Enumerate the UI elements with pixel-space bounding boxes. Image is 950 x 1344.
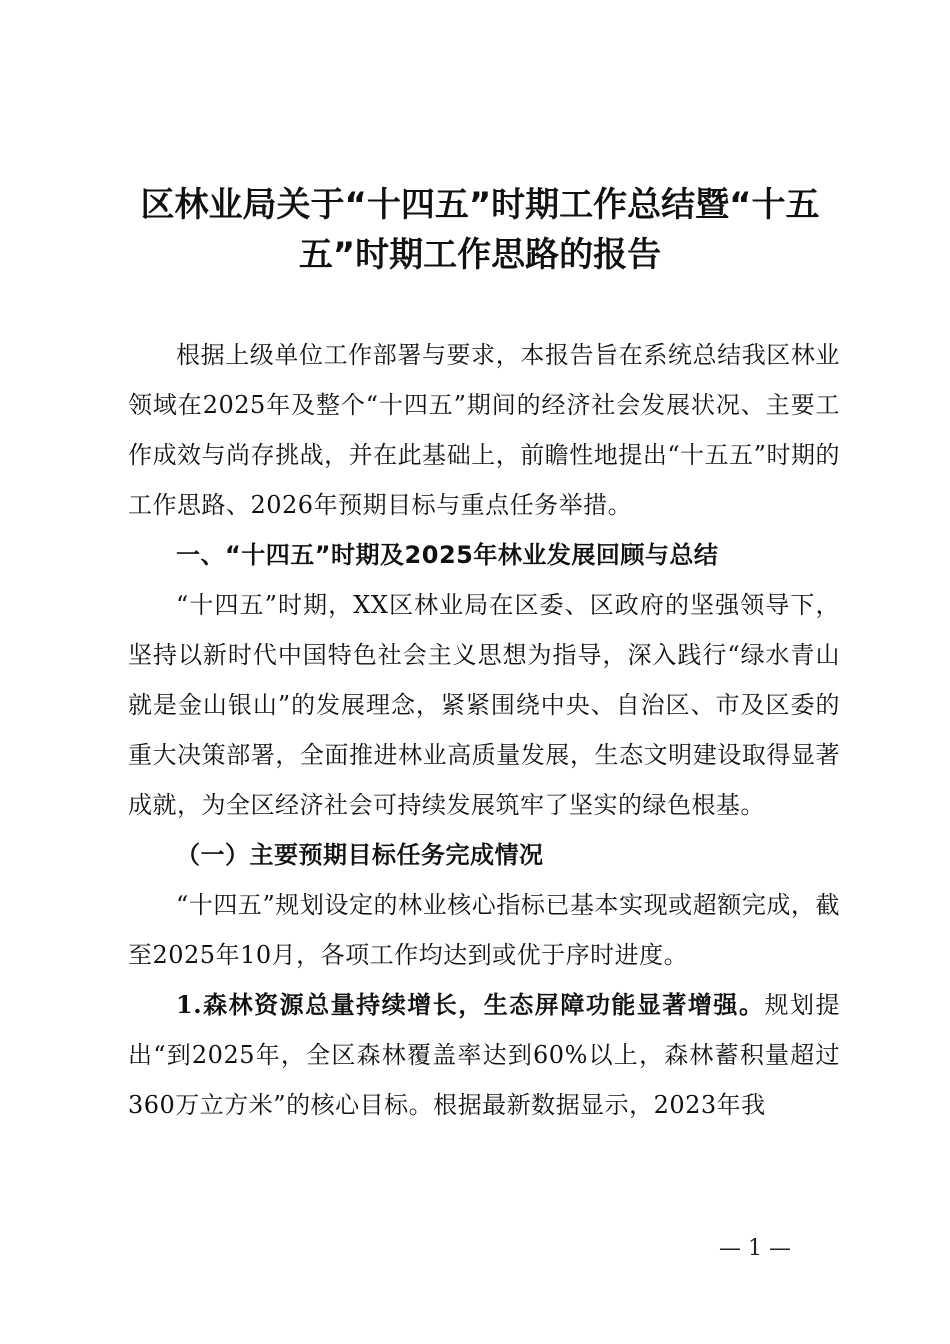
section-heading-1: 一、“十四五”时期及2025年林业发展回顾与总结 xyxy=(176,541,719,569)
review-paragraph: “十四五”时期，XX区林业局在区委、区政府的坚强领导下，坚持以新时代中国特色社会主义思想为指导，深入践行“绿水青山就是金山银山”的发展理念，紧紧围绕中央、自治区、市及区委的重大决策部署，全面推进林业高质量发展，生态文明建设取得显著成就，为全区经济社会可持续发展筑牢了坚实的绿色根基。 xyxy=(128,591,840,819)
title-line-1: 区林业局关于“十四五”时期工作总结暨“十五 xyxy=(140,185,820,225)
page-number: — 1 — xyxy=(719,1236,791,1261)
document-body xyxy=(128,330,840,1130)
document-title xyxy=(110,180,850,280)
forest-paragraph-text: 规划提出“到2025年，全区森林覆盖率达到60%以上，森林蓄积量超过360万立方米”的核心目标。根据最新数据显示，2023年我 xyxy=(128,991,841,1119)
title-line-2: 五”时期工作思路的报告 xyxy=(298,235,662,275)
forest-paragraph xyxy=(128,980,840,1130)
forest-paragraph-lead: 1.森林资源总量持续增长，生态屏障功能显著增强。 xyxy=(176,990,765,1019)
intro-paragraph: 根据上级单位工作部署与要求，本报告旨在系统总结我区林业领域在2025年及整个“十四五”期间的经济社会发展状况、主要工作成效与尚存挑战，并在此基础上，前瞻性地提出“十五五”时期的工作思路、2026年预期目标与重点任务举措。 xyxy=(128,341,840,519)
targets-paragraph: “十四五”规划设定的林业核心指标已基本实现或超额完成，截至2025年10月，各项工作均达到或优于序时进度。 xyxy=(128,891,840,969)
subsection-heading-1: （一）主要预期目标任务完成情况 xyxy=(176,841,544,869)
